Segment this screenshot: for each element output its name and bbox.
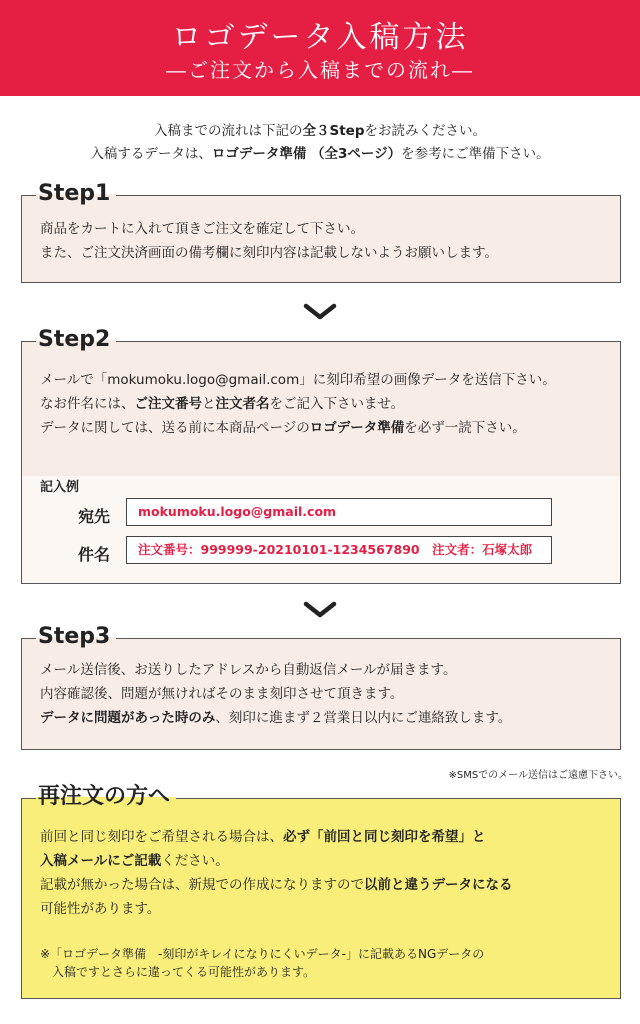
page-subtitle: ―ご注文から入稿までの流れ― (166, 58, 474, 82)
step1-text (40, 217, 610, 265)
reorder-line-2 (40, 849, 610, 873)
step3-line-1: メール送信後、お送りしたアドレスから自動返信メールが届きます。 (40, 662, 457, 678)
step3-line-3-post: 、刻印に進まず２営業日以内にご連絡致します。 (215, 710, 512, 726)
reorder-box (21, 784, 621, 999)
example-title: 記入例 (40, 480, 80, 495)
chevron-down-icon (302, 302, 338, 322)
step1-line-1: 商品をカートに入れて頂きご注文を確定して下さい。 (40, 221, 364, 237)
reorder-line-2-bold: 入稿メールにご記載 (40, 853, 162, 869)
step3-label: Step3 (36, 622, 116, 652)
reorder-text (40, 825, 610, 921)
step2-line-2-order-number: ご注文番号 (134, 396, 202, 412)
reorder-line-4: 可能性があります。 (40, 901, 161, 917)
step3-line-2: 内容確認後、問題が無ければそのまま刻印させて頂きます。 (40, 686, 404, 702)
example-subject-field: 注文番号：999999-20210101-1234567890 注文者：石塚太郎 (126, 536, 552, 564)
step1-line-2: また、ご注文決済画面の備考欄に刻印内容は記載しないようお願いします。 (40, 245, 498, 261)
reorder-label: 再注文の方へ (36, 782, 176, 812)
intro-line-2-post: を参考にご準備下さい。 (401, 146, 550, 162)
example-section (22, 476, 620, 583)
reorder-line-1-pre: 前回と同じ刻印をご希望される場合は、 (40, 829, 283, 845)
chevron-down-icon (302, 600, 338, 620)
reorder-footnote-line-2: 入稿ですとさらに違ってくる可能性があります。 (40, 965, 316, 979)
step2-line-2-pre: なお件名には、 (40, 396, 135, 412)
intro-line-1-pre: 入稿までの流れは下記の (154, 123, 303, 139)
reorder-line-1-bold: 必ず「前回と同じ刻印を希望」と (283, 829, 486, 845)
reorder-line-3 (40, 873, 610, 897)
step2-line-2-post: をご記入下さいませ。 (269, 396, 405, 412)
intro-line-1-bold: 全３Step (302, 123, 365, 139)
sms-note: ※SMSでのメール送信はご遠慮下さい。 (448, 770, 628, 781)
example-to-field: mokumoku.logo@gmail.com (126, 498, 552, 526)
step3-line-3-bold: データに問題があった時のみ (40, 710, 216, 726)
reorder-line-2-post: ください。 (161, 853, 229, 869)
step2-line-2-customer-name: 注文者名 (215, 396, 270, 412)
step2-line-3-pre: データに関しては、送る前に本商品ページの (40, 420, 310, 436)
step1-label: Step1 (36, 179, 116, 209)
step2-text (40, 368, 610, 440)
reorder-footnote-line-1: ※「ロゴデータ準備 -刻印がキレイになりにくいデータ-」に記載あるNGデータの (40, 947, 485, 961)
step2-label: Step2 (36, 325, 116, 355)
page-title: ロゴデータ入稿方法 (171, 20, 469, 55)
step2-line-2-mid: と (202, 396, 216, 412)
step2-line-2 (40, 392, 610, 416)
reorder-line-3-pre: 記載が無かった場合は、新規での作成になりますので (40, 877, 364, 893)
reorder-footnote (40, 945, 610, 981)
intro-text (0, 120, 640, 166)
step1-box (21, 181, 621, 283)
step2-line-3 (40, 416, 610, 440)
intro-line-2-bold: ロゴデータ準備 （全3ページ） (211, 146, 402, 162)
step3-box (21, 624, 621, 750)
intro-line-2-pre: 入稿するデータは、 (90, 146, 212, 162)
step2-box (21, 327, 621, 584)
step2-line-1: メールで「mokumoku.logo@gmail.com」に刻印希望の画像データを送信下さい。 (40, 372, 556, 388)
step2-line-3-post: を必ず一読下さい。 (404, 420, 526, 436)
step3-text (40, 658, 610, 730)
example-subject-label: 件名 (78, 545, 111, 564)
example-to-label: 宛先 (78, 507, 111, 526)
reorder-line-3-bold: 以前と違うデータになる (364, 877, 513, 893)
step3-line-3 (40, 706, 610, 730)
step2-line-3-bold: ロゴデータ準備 (309, 420, 405, 436)
intro-line-2 (0, 143, 640, 166)
header-banner (0, 0, 640, 96)
intro-line-1 (0, 120, 640, 143)
intro-line-1-post: をお読みください。 (364, 123, 486, 139)
reorder-line-1 (40, 825, 610, 849)
